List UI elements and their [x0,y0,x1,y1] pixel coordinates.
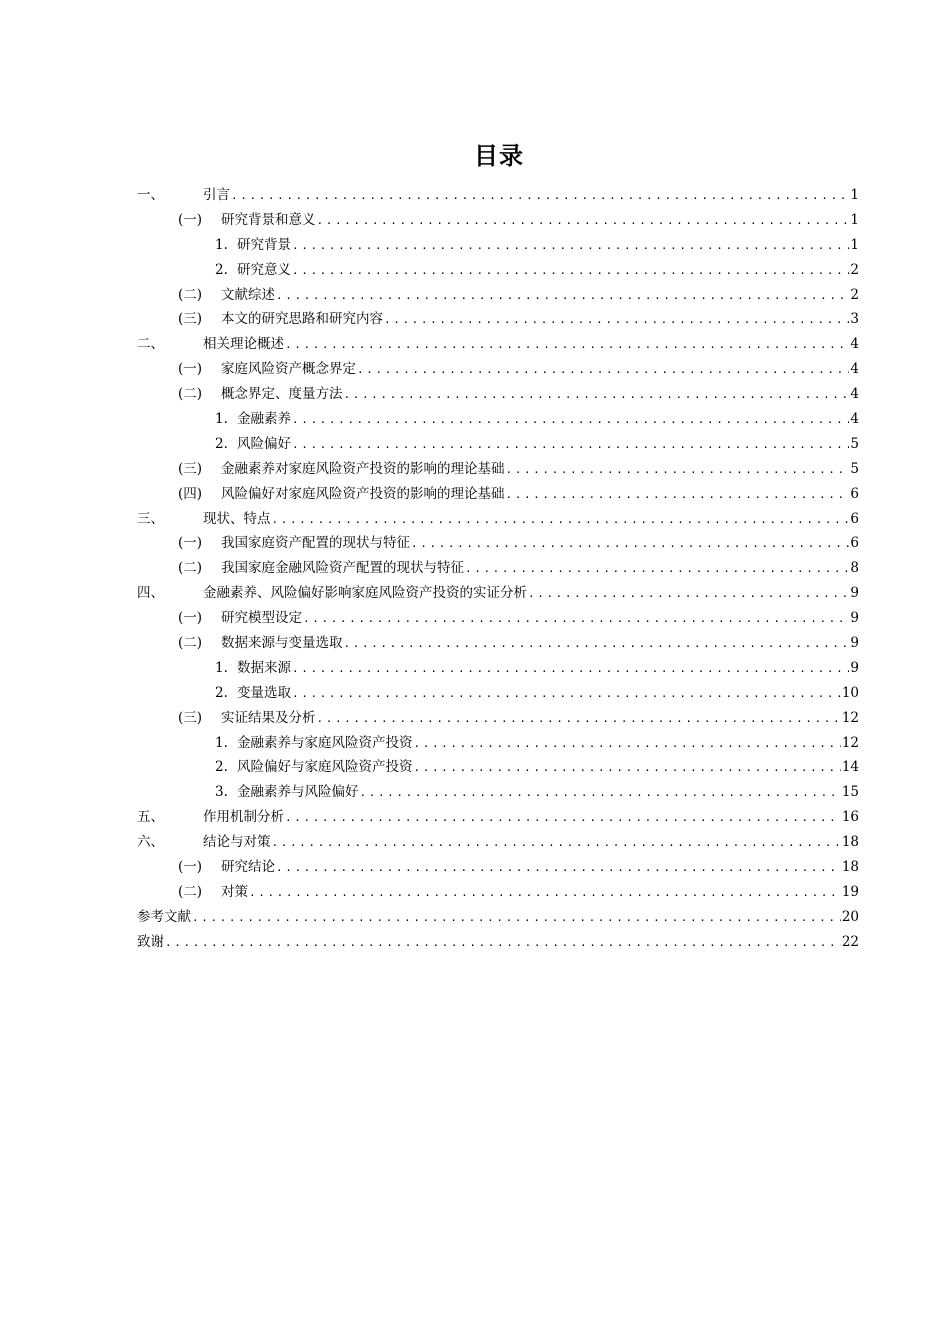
toc-entry-number: (三) [178,311,203,328]
toc-entry-title: 概念界定、度量方法 [221,386,343,403]
toc-entry-title: 文献综述 [221,286,275,303]
toc-dot-leader [528,582,849,607]
toc-entry-page-number: 4 [850,336,859,353]
toc-entry-title: 变量选取 [237,684,291,701]
toc-entry-page-number: 15 [841,784,859,801]
toc-entry-number: (二) [178,635,203,652]
toc-entry-page-number: 6 [850,535,859,552]
toc-dot-leader [344,383,850,408]
toc-entry-page-number: 2 [850,286,859,303]
toc-dot-leader [292,408,849,433]
toc-entry-page-number: 12 [841,734,859,751]
toc-dot-leader [285,806,841,831]
toc-dot-leader [165,931,841,956]
toc-entry-number: 五、 [137,809,164,826]
toc-entry-title: 家庭风险资产概念界定 [221,361,356,378]
toc-entry-number: (二) [178,286,203,303]
toc-dot-leader [272,831,841,856]
toc-entry-page-number: 16 [841,809,859,826]
toc-entry-page-number: 8 [850,560,859,577]
toc-entry[interactable] [137,258,859,283]
toc-dot-leader [231,184,849,209]
toc-entry[interactable] [137,631,859,656]
toc-dot-leader [285,333,849,358]
toc-entry-number: 2. [215,759,228,776]
toc-dot-leader [303,607,849,632]
toc-entry-title: 金融素养与家庭风险资产投资 [237,734,413,751]
toc-entry-number: (三) [178,460,203,477]
toc-entry[interactable] [137,183,859,208]
toc-entry-number: 1. [215,734,228,751]
toc-entry[interactable] [137,407,859,432]
toc-entry-page-number: 5 [850,435,859,452]
toc-dot-leader [192,906,841,931]
toc-entry-title: 实证结果及分析 [221,709,316,726]
toc-entry-title: 研究意义 [237,261,291,278]
toc-entry[interactable] [137,457,859,482]
toc-entry-number: 六、 [137,834,164,851]
toc-dot-leader [272,508,850,533]
toc-entry-page-number: 1 [850,187,859,203]
toc-entry-number: 3. [215,784,228,801]
toc-dot-leader [249,881,841,906]
toc-entry-title: 风险偏好与家庭风险资产投资 [237,759,413,776]
toc-dot-leader [317,707,841,732]
toc-entry[interactable] [137,780,859,805]
toc-entry[interactable] [137,731,859,756]
toc-dot-leader [506,458,850,483]
toc-entry-title: 研究背景和意义 [221,211,316,228]
toc-entry-page-number: 18 [841,834,859,851]
toc-entry[interactable] [137,307,859,332]
toc-entry-number: (一) [178,535,203,552]
toc-entry-page-number: 9 [850,659,859,676]
toc-entry-page-number: 3 [850,311,859,328]
toc-dot-leader [276,284,849,309]
toc-dot-leader [357,358,849,383]
toc-entry-number: 二、 [137,336,164,353]
toc-entry-number: 2. [215,435,228,452]
toc-entry[interactable] [137,830,859,855]
toc-dot-leader [292,657,849,682]
toc-dot-leader [506,483,850,508]
toc-dot-leader [465,557,849,582]
toc-entry[interactable] [137,531,859,556]
toc-entry[interactable] [137,681,859,706]
toc-entry[interactable] [137,507,859,532]
toc-dot-leader [317,209,850,234]
toc-entry-page-number: 4 [850,411,859,428]
toc-entry-page-number: 9 [850,635,859,652]
toc-entry-title: 风险偏好 [237,435,291,452]
toc-entry-title: 金融素养与风险偏好 [237,784,359,801]
toc-entry-number: (二) [178,883,203,900]
toc-entry-number: 2. [215,684,228,701]
toc-entry[interactable] [137,581,859,606]
toc-dot-leader [414,756,841,781]
toc-entry-title: 对策 [221,883,248,900]
toc-entry-title: 数据来源与变量选取 [221,635,343,652]
toc-list [137,183,859,955]
toc-entry-page-number: 1 [850,211,859,228]
toc-dot-leader [344,632,850,657]
toc-entry-page-number: 4 [850,386,859,403]
toc-entry-page-number: 14 [841,759,859,776]
toc-entry-number: 1. [215,236,228,253]
toc-dot-leader [292,682,841,707]
toc-entry[interactable] [137,382,859,407]
toc-entry-title: 研究模型设定 [221,610,302,627]
toc-entry-number: (二) [178,560,203,577]
toc-entry-page-number: 22 [841,933,859,950]
toc-entry[interactable] [137,208,859,233]
toc-entry[interactable] [137,606,859,631]
toc-entry-title: 参考文献 [137,908,191,925]
toc-entry-number: 1. [215,659,228,676]
toc-entry-page-number: 1 [850,236,859,253]
toc-dot-leader [360,781,841,806]
toc-dot-leader [411,532,849,557]
toc-entry-title: 作用机制分析 [203,809,284,826]
toc-entry-page-number: 4 [850,361,859,378]
toc-entry-title: 金融素养、风险偏好影响家庭风险资产投资的实证分析 [203,585,527,602]
toc-entry-title: 致谢 [137,933,164,950]
toc-entry-page-number: 6 [850,510,859,527]
toc-entry[interactable] [137,556,859,581]
toc-entry-page-number: 10 [841,684,859,701]
toc-entry-title: 风险偏好对家庭风险资产投资的影响的理论基础 [221,485,505,502]
toc-entry-number: 1. [215,411,228,428]
toc-entry[interactable] [137,656,859,681]
toc-entry-number: (三) [178,709,203,726]
toc-dot-leader [292,433,849,458]
toc-entry-number: (一) [178,211,203,228]
toc-entry[interactable] [137,283,859,308]
toc-entry-number: (四) [178,485,203,502]
toc-entry-number: (一) [178,361,203,378]
toc-entry[interactable] [137,880,859,905]
toc-entry-title: 金融素养对家庭风险资产投资的影响的理论基础 [221,460,505,477]
toc-entry-title: 金融素养 [237,411,291,428]
toc-entry-page-number: 6 [850,485,859,502]
toc-entry[interactable] [137,432,859,457]
toc-entry-title: 现状、特点 [203,510,271,527]
toc-entry[interactable] [137,706,859,731]
toc-dot-leader [384,308,849,333]
toc-entry-title: 我国家庭金融风险资产配置的现状与特征 [221,560,464,577]
toc-entry-number: 一、 [137,187,164,203]
toc-title: 目录 [474,142,524,170]
toc-dot-leader [414,732,841,757]
toc-entry-page-number: 12 [841,709,859,726]
toc-entry-title: 引言 [203,187,230,203]
toc-entry[interactable] [137,805,859,830]
toc-entry-title: 本文的研究思路和研究内容 [221,311,383,328]
toc-entry-title: 数据来源 [237,659,291,676]
toc-entry-number: (二) [178,386,203,403]
toc-entry-page-number: 20 [841,908,859,925]
toc-entry-title: 研究背景 [237,236,291,253]
toc-entry[interactable] [137,930,859,955]
toc-entry[interactable] [137,233,859,258]
toc-entry-page-number: 2 [850,261,859,278]
toc-entry[interactable] [137,357,859,382]
toc-entry[interactable] [137,905,859,930]
toc-entry[interactable] [137,332,859,357]
toc-entry-page-number: 9 [850,585,859,602]
toc-entry-number: (一) [178,859,203,876]
toc-entry-page-number: 9 [850,610,859,627]
toc-entry[interactable] [137,755,859,780]
toc-entry-page-number: 18 [841,859,859,876]
toc-entry-page-number: 5 [850,460,859,477]
toc-entry-title: 结论与对策 [203,834,271,851]
toc-entry-title: 相关理论概述 [203,336,284,353]
toc-entry-number: 三、 [137,510,164,527]
toc-entry-number: 2. [215,261,228,278]
toc-entry-title: 我国家庭资产配置的现状与特征 [221,535,410,552]
toc-entry-number: 四、 [137,585,164,602]
toc-dot-leader [292,234,849,259]
toc-entry[interactable] [137,855,859,880]
toc-entry-title: 研究结论 [221,859,275,876]
toc-dot-leader [292,259,849,284]
toc-entry-number: (一) [178,610,203,627]
toc-entry-page-number: 19 [841,883,859,900]
toc-entry[interactable] [137,482,859,507]
toc-dot-leader [276,856,841,881]
